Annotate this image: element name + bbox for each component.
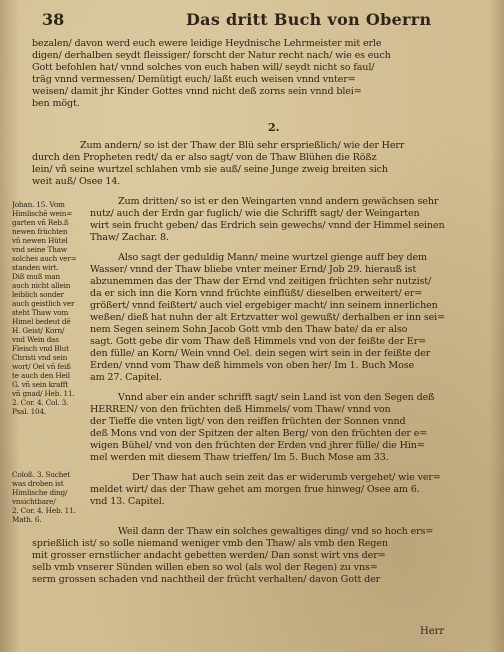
body-line: meldet wirt/ das der Thaw gehet am morgen frue hinweg/ Osee am 6. bbox=[90, 484, 420, 495]
body-line: Thaw/ Zachar. 8. bbox=[90, 232, 169, 243]
margin-note: garten vñ Reb.ß bbox=[12, 218, 69, 227]
body-line: der Tieffe die vnten ligt/ von den reiffen früchten der Sonnen vnnd bbox=[90, 416, 406, 427]
body-line: Weil dann der Thaw ein solches gewaltiges ding/ vnd so hoch ers= bbox=[118, 526, 434, 537]
body-line: durch den Propheten redt/ da er also sagt/ von de Thaw Blühen die Rößz bbox=[32, 152, 377, 163]
body-line: deß Mons vnd von der Spitzen der alten Berg/ von den früchten der e= bbox=[90, 428, 428, 439]
margin-note: Himlischē wein= bbox=[12, 209, 73, 218]
body-line: weit auß/ Osee 14. bbox=[32, 176, 121, 187]
margin-note: standen wirt. bbox=[12, 263, 59, 272]
margin-note: vnsichtbare/ bbox=[12, 497, 56, 506]
margin-note: Himlische ding/ bbox=[12, 488, 68, 497]
margin-note: 2. Cor. 4. Col. 3. bbox=[12, 398, 69, 407]
margin-note: wort/ Oel vñ feiß bbox=[12, 362, 71, 371]
margin-note: leiblich sonder bbox=[12, 290, 64, 299]
margin-note: vnd Wein das bbox=[12, 335, 59, 344]
margin-note: Diß muß man bbox=[12, 272, 60, 281]
margin-note: auch nicht allein bbox=[12, 281, 71, 290]
body-line: wigen Bühel/ vnd von den früchten der Erden vnd jhrer fülle/ die Hin= bbox=[90, 440, 425, 451]
margin-note: Fleisch vnd Blut bbox=[12, 344, 69, 353]
body-line: Also sagt der geduldig Mann/ meine wurtzel gienge auff bey dem bbox=[118, 252, 427, 263]
margin-note: newen früchten bbox=[12, 227, 68, 236]
body-line: ben mögt. bbox=[32, 98, 80, 109]
section-number: 2. bbox=[268, 121, 280, 134]
body-line: mel werden mit diesem Thaw trieffen/ Im 5. Buch Mose am 33. bbox=[90, 452, 389, 463]
body-line: Zum andern/ so ist der Thaw der Blü sehr ersprießlich/ wie der Herr bbox=[80, 140, 405, 151]
margin-note: Himel bedeut dē bbox=[12, 317, 71, 326]
body-line: serm grossen schaden vnd nachtheil der frücht verhalten/ davon Gott der bbox=[32, 574, 381, 585]
body-line: Der Thaw hat auch sein zeit das er widerumb vergehet/ wie ver= bbox=[132, 472, 441, 483]
margin-note: steht Thaw vom bbox=[12, 308, 69, 317]
margin-note: was droben ist bbox=[12, 479, 64, 488]
margin-note: Math. 6. bbox=[12, 515, 42, 524]
body-line: digen/ derhalben seydt fleissiger/ forscht der Natur recht nach/ wie es euch bbox=[32, 50, 391, 61]
body-line: Gott befohlen hat/ vnnd solches von euch haben will/ seydt nicht so faul/ bbox=[32, 62, 375, 73]
margin-note: H. Geist/ Korn/ bbox=[12, 326, 65, 335]
body-line: weßen/ dieß hat nuhn der alt Ertzvatter wol gewußt/ derhalben er inn sei= bbox=[90, 312, 445, 323]
body-line: Wasser/ vnnd der Thaw bliebe vnter meiner Ernd/ Job 29. hierauß ist bbox=[90, 264, 417, 275]
margin-note: G. vñ sein krafft bbox=[12, 380, 68, 389]
margin-note: vñ newen Hütel bbox=[12, 236, 68, 245]
body-line: bezalen/ davon werd euch ewere leidige Heydnische Lehrmeister mit erle bbox=[32, 38, 382, 49]
body-line: größert/ vnnd feißtert/ auch viel ergebiger macht/ inn seinem innerlichen bbox=[90, 300, 438, 311]
body-line: am 27. Capitel. bbox=[90, 372, 162, 383]
margin-note: Psal. 104. bbox=[12, 407, 47, 416]
margin-note: Johan. 15. Vom bbox=[12, 200, 65, 209]
running-title: Das dritt Buch von Oberrn bbox=[186, 10, 432, 29]
body-line: Zum dritten/ so ist er den Weingarten vnnd andern gewächsen sehr bbox=[118, 196, 439, 207]
margin-note: vñ gnad/ Heb. 11. bbox=[12, 389, 75, 398]
body-line: HERREN/ von den früchten deß Himmels/ vom Thaw/ vnnd von bbox=[90, 404, 391, 415]
catchword: Herr bbox=[420, 626, 445, 637]
margin-note: vnd seine Thaw bbox=[12, 245, 67, 254]
body-line: Vnnd aber ein ander schrifft sagt/ sein Land ist von den Segen deß bbox=[118, 392, 435, 403]
body-line: sagt. Gott gebe dir vom Thaw deß Himmels vnd von der feißte der Er= bbox=[90, 336, 426, 347]
body-line: mit grosser ernstlicher andacht gebetten werden/ Dan sonst wirt vns der= bbox=[32, 550, 386, 561]
margin-note: te auch den Heil bbox=[12, 371, 70, 380]
body-line: Erden/ vnnd vom Thaw deß himmels von oben her/ Im 1. Buch Mose bbox=[90, 360, 415, 371]
body-line: vnd 13. Capitel. bbox=[90, 496, 165, 507]
body-line: nem Segen seinem Sohn Jacob Gott vmb den Thaw bate/ da er also bbox=[90, 324, 408, 335]
body-line: nutz/ auch der Erdn gar fuglich/ wie die Schrifft sagt/ der Weingarten bbox=[90, 208, 420, 219]
margin-note: Christi vnd sein bbox=[12, 353, 68, 362]
body-line: selb vmb vnserer Sünden willen eben so wol (als wol der Regen) zu vns= bbox=[32, 562, 378, 573]
margin-note: Coloß. 3. Suchet bbox=[12, 470, 71, 479]
body-line: träg vnnd vermessen/ Demütigt euch/ laßt euch weisen vnnd vnter= bbox=[32, 74, 356, 85]
margin-note: solches auch ver= bbox=[12, 254, 77, 263]
body-line: abzunemmen das der Thaw der Ernd vnd zeitigen früchten sehr nutzist/ bbox=[90, 276, 432, 287]
body-line: sprießlich ist/ so solle niemand weniger vmb den Thaw/ als vmb den Regen bbox=[32, 538, 388, 549]
body-line: weisen/ damit jhr Kinder Gottes vnnd nicht deß zorns sein vnnd blei= bbox=[32, 86, 362, 97]
page-number: 38 bbox=[42, 10, 65, 29]
body-line: den fülle/ an Korn/ Wein vnnd Oel. dein segen wirt sein in der feißte der bbox=[90, 348, 431, 359]
margin-note: auch geistlich ver bbox=[12, 299, 75, 308]
body-line: lein/ vñ seine wurtzel schlahen vmb sie auß/ seine Junge zweig breiten sich bbox=[32, 164, 388, 175]
body-line: wirt sein frucht geben/ das Erdrich sein gewechs/ vnnd der Himmel seinen bbox=[90, 220, 445, 231]
body-line: da er sich inn die Korn vnnd früchte einflüßt/ dieselben erweitert/ er= bbox=[90, 288, 423, 299]
margin-note: 2. Cor. 4. Heb. 11. bbox=[12, 506, 76, 515]
